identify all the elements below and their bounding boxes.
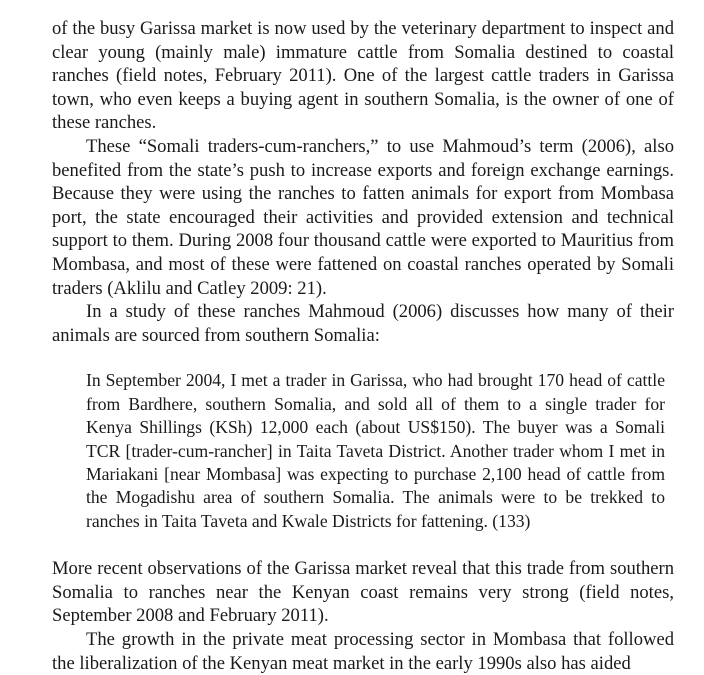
paragraph-mahmoud-study: In a study of these ranches Mahmoud (2006) discusses how many of their animals are sourced from southern Somalia: [52,301,674,346]
document-page [52,17,674,675]
paragraph-traders-cum-ranchers: These “Somali traders-cum-ranchers,” to use Mahmoud’s term (2006), also benefited from the state’s push to increase exports and foreign exchange earnings. Because they were using the ranches to fatten animals for export from Mombasa port, the state encouraged their activities and provided extension and technical support to them. During 2008 four thousand cattle were exported to Mauritius from Mombasa, and most of these were fattened on coastal ranches operated by Somali traders (Aklilu and Catley 2009: 21). [52,135,674,299]
paragraph-garissa-market: of the busy Garissa market is now used by the veterinary department to inspect and clear young (mainly male) immature cattle from Somalia destined to coastal ranches (field notes, February 2011). One of the largest cattle traders in Garissa town, who even keeps a buying agent in southern Somalia, is the owner of one of these ranches. [52,18,674,134]
block-quote: In September 2004, I met a trader in Garissa, who had brought 170 head of cattle from Bardhere, southern Somalia, and sold all of them to a single trader for Kenya Shillings (KSh) 12,000 each (about US$150). The buyer was a Somali TCR [trader-cum-rancher] in Taita Taveta District. Another trader whom I met in Mariakani [near Mombasa] was expecting to purchase 2,100 head of cattle from the Mogadishu area of southern Somalia. The animals were to be trekked to ranches in Taita Taveta and Kwale Districts for fattening. (133) [86,370,665,531]
paragraph-recent-observations: More recent observations of the Garissa market reveal that this trade from southern Somalia to ranches near the Kenyan coast remains very strong (field notes, September 2008 and February 2011). [52,558,674,627]
paragraph-meat-processing: The growth in the private meat processing sector in Mombasa that followed the liberalization of the Kenyan meat market in the early 1990s also has aided [52,628,674,674]
